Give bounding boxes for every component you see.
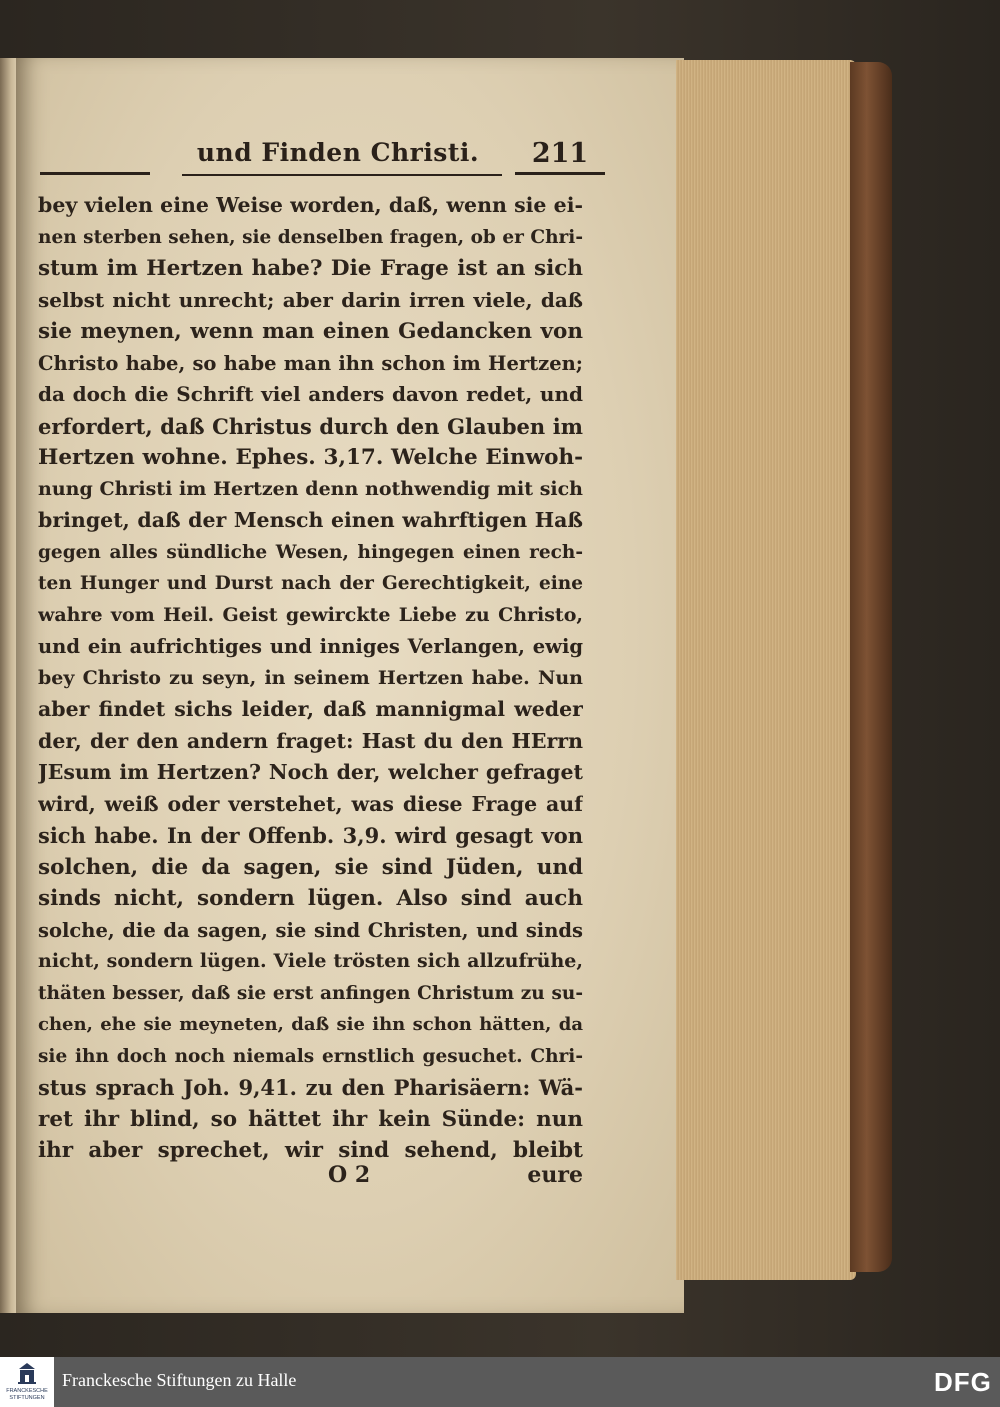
text-line: der, der den andern fraget: Hast du den HErrn (38, 728, 583, 753)
text-line: nicht, sondern lügen. Viele trösten sich allzufrühe, (38, 950, 583, 972)
text-line: und ein aufrichtiges und inniges Verlangen, ewig (38, 635, 583, 658)
logo-text: FRANCKESCHE STIFTUNGEN (6, 1388, 48, 1401)
text-line: Christo habe, so habe man ihn schon im Hertzen; (38, 351, 583, 375)
text-line: bringet, daß der Mensch einen wahrftigen Haß (38, 508, 583, 532)
text-line: thäten besser, daß sie erst anfingen Christum zu su- (38, 982, 583, 1004)
text-line: ten Hunger und Durst nach der Gerechtigkeit, eine (38, 573, 583, 594)
text-line: erfordert, daß Christus durch den Glauben im (38, 413, 583, 439)
building-icon (16, 1362, 38, 1386)
page-foot (38, 1162, 583, 1194)
running-title: und Finden Christi. (196, 138, 480, 167)
facing-page-edge (0, 58, 16, 1313)
text-line: solchen, die da sagen, sie sind Jüden, und (38, 854, 583, 880)
text-line: nen sterben sehen, sie denselben fragen, ob er Chri- (38, 226, 583, 248)
text-line: sich habe. In der Offenb. 3,9. wird gesagt von (38, 823, 583, 848)
text-line: JEsum im Hertzen? Noch der, welcher gefraget (38, 760, 583, 784)
text-line: bey vielen eine Weise worden, daß, wenn sie ei- (38, 193, 583, 217)
text-line: ihr aber sprechet, wir sind sehend, bleibt (38, 1138, 583, 1163)
viewer-footer-bar (0, 1357, 1000, 1407)
text-line: wahre vom Heil. Geist gewirckte Liebe zu Christo, (38, 603, 583, 626)
head-rule-left (40, 172, 150, 175)
signature-mark: O 2 (328, 1162, 371, 1188)
head-rule-middle (182, 174, 502, 176)
text-line: solche, die da sagen, sie sind Christen, und sinds (38, 918, 583, 942)
institution-logo[interactable] (0, 1357, 54, 1407)
text-line: aber findet sichs leider, daß mannigmal weder (38, 697, 583, 721)
institution-name-link[interactable]: Franckesche Stiftungen zu Halle (62, 1370, 297, 1390)
text-line: bey Christo zu seyn, in seinem Hertzen habe. Nun (38, 666, 583, 689)
text-line: stum im Hertzen habe? Die Frage ist an sich (38, 256, 583, 281)
text-line: chen, ehe sie meyneten, daß sie ihn schon hätten, da (38, 1014, 583, 1035)
text-line: nung Christi im Hertzen denn nothwendig mit sich (38, 477, 583, 500)
running-head (40, 138, 600, 178)
page-number: 211 (531, 138, 589, 169)
page-edges (676, 60, 856, 1280)
text-line: sie ihn doch noch niemals ernstlich gesuchet. Chri- (38, 1045, 583, 1067)
text-line: selbst nicht unrecht; aber darin irren viele, daß (38, 287, 583, 312)
book-cover (850, 62, 892, 1272)
text-line: stus sprach Joh. 9,41. zu den Pharisäern: Wä- (38, 1075, 583, 1100)
body-text (38, 190, 583, 1167)
text-line: sinds nicht, sondern lügen. Also sind auch (38, 886, 583, 911)
text-line: ret ihr blind, so hättet ihr kein Sünde: nun (38, 1106, 583, 1132)
text-line: gegen alles sündliche Wesen, hingegen einen rech- (38, 541, 583, 563)
head-rule-right (515, 172, 605, 175)
catchword: eure (527, 1162, 583, 1188)
text-line: Hertzen wohne. Ephes. 3,17. Welche Einwoh- (38, 445, 583, 470)
text-line: wird, weiß oder verstehet, was diese Frage auf (38, 791, 583, 816)
dfg-logo[interactable]: DFG (934, 1367, 992, 1397)
text-line: da doch die Schrift viel anders davon redet, und (38, 382, 583, 406)
text-line: sie meynen, wenn man einen Gedancken von (38, 319, 583, 344)
